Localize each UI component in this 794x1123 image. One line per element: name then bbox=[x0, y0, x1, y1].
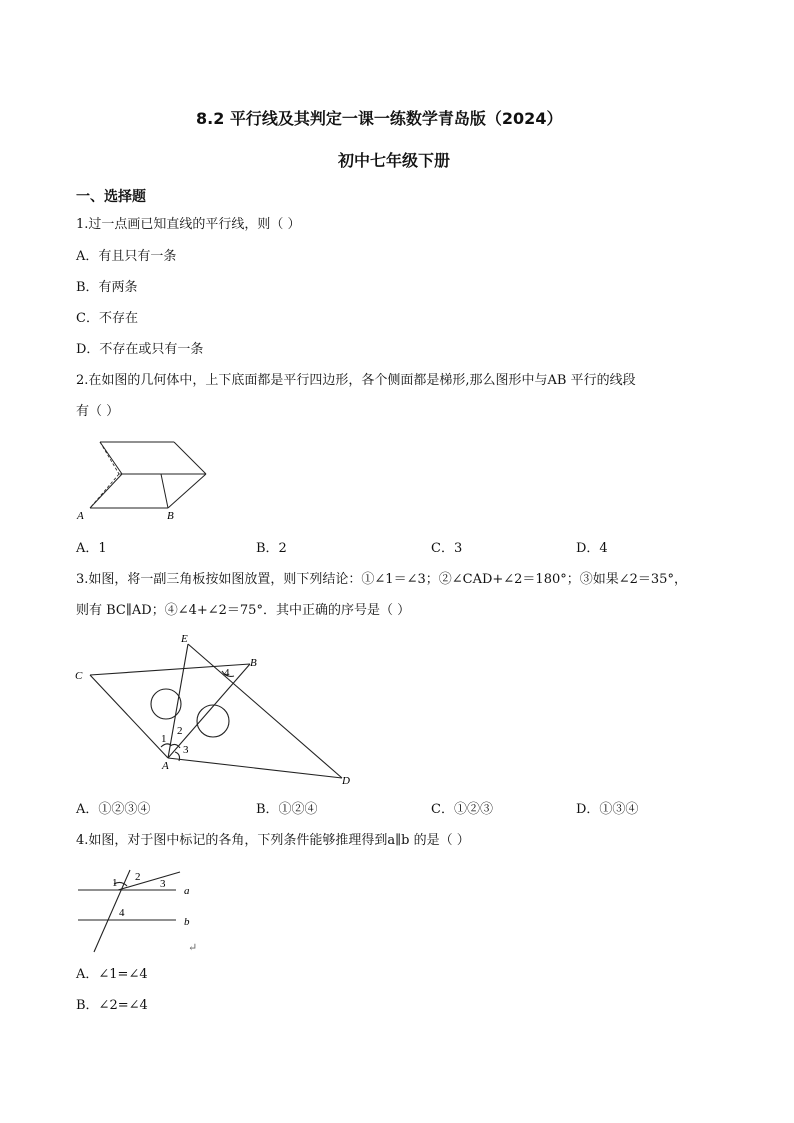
question-3-figure bbox=[74, 632, 364, 792]
figure-4-angle-2: 2 bbox=[135, 871, 141, 883]
figure-3-angle-2: 2 bbox=[177, 725, 183, 737]
question-2-option-a: A．1 bbox=[76, 541, 107, 556]
page-title: 8.2 平行线及其判定一课一练数学青岛版（2024） bbox=[196, 109, 563, 128]
figure-3-label-a: A bbox=[162, 760, 169, 772]
figure-4-line-b: b bbox=[184, 916, 190, 928]
question-2-stem: 2.在如图的几何体中，上下底面都是平行四边形，各个侧面都是梯形,那么图形中与AB 平行的线段 bbox=[76, 373, 636, 388]
question-3-stem-cont: 则有 BC∥AD；④∠4+∠2＝75°．其中正确的序号是（ ） bbox=[76, 603, 411, 618]
question-4-figure bbox=[74, 864, 204, 954]
figure-4-angle-1: 1 bbox=[112, 877, 118, 889]
question-2-option-d: D．4 bbox=[576, 541, 608, 556]
question-3-option-a: A．①②③④ bbox=[76, 802, 151, 817]
figure-4-line-a: a bbox=[184, 885, 190, 897]
figure-3-label-e: E bbox=[181, 633, 188, 645]
section-heading: 一、选择题 bbox=[76, 189, 146, 205]
question-2-stem-cont: 有（ ） bbox=[76, 404, 120, 419]
question-4-stem: 4.如图，对于图中标记的各角，下列条件能够推理得到a∥b 的是（ ） bbox=[76, 833, 470, 848]
question-1-option-b: B．有两条 bbox=[76, 280, 138, 295]
question-1-stem: 1.过一点画已知直线的平行线，则（ ） bbox=[76, 217, 301, 232]
question-2-figure bbox=[74, 436, 214, 526]
figure-4-return-mark: ↵ bbox=[188, 942, 198, 954]
question-2-option-b: B．2 bbox=[256, 541, 287, 556]
question-1-option-a: A．有且只有一条 bbox=[76, 249, 177, 264]
figure-3-angle-1: 1 bbox=[161, 733, 167, 745]
question-3-option-c: C．①②③ bbox=[431, 802, 493, 817]
page-subtitle: 初中七年级下册 bbox=[338, 151, 451, 170]
figure-4-angle-4: 4 bbox=[119, 907, 125, 919]
question-4-option-b: B．∠2=∠4 bbox=[76, 998, 148, 1013]
question-1-option-d: D．不存在或只有一条 bbox=[76, 342, 204, 357]
figure-3-label-b: B bbox=[250, 657, 257, 669]
figure-4-angle-3: 3 bbox=[160, 878, 166, 890]
figure-2-label-b: B bbox=[167, 510, 174, 522]
figure-2-label-a: A bbox=[77, 510, 84, 522]
question-3-option-d: D．①③④ bbox=[576, 802, 639, 817]
question-2-option-c: C．3 bbox=[431, 541, 463, 556]
question-3-option-b: B．①②④ bbox=[256, 802, 318, 817]
figure-3-angle-4: 4 bbox=[224, 667, 230, 679]
figure-3-label-c: C bbox=[75, 670, 83, 682]
figure-3-angle-3: 3 bbox=[183, 744, 189, 756]
question-3-stem: 3.如图，将一副三角板按如图放置，则下列结论：①∠1＝∠3；②∠CAD+∠2＝180°；③如果∠2＝35°， bbox=[76, 572, 687, 587]
question-1-option-c: C．不存在 bbox=[76, 311, 138, 326]
question-4-option-a: A．∠1=∠4 bbox=[76, 967, 148, 982]
figure-3-label-d: D bbox=[342, 775, 350, 787]
